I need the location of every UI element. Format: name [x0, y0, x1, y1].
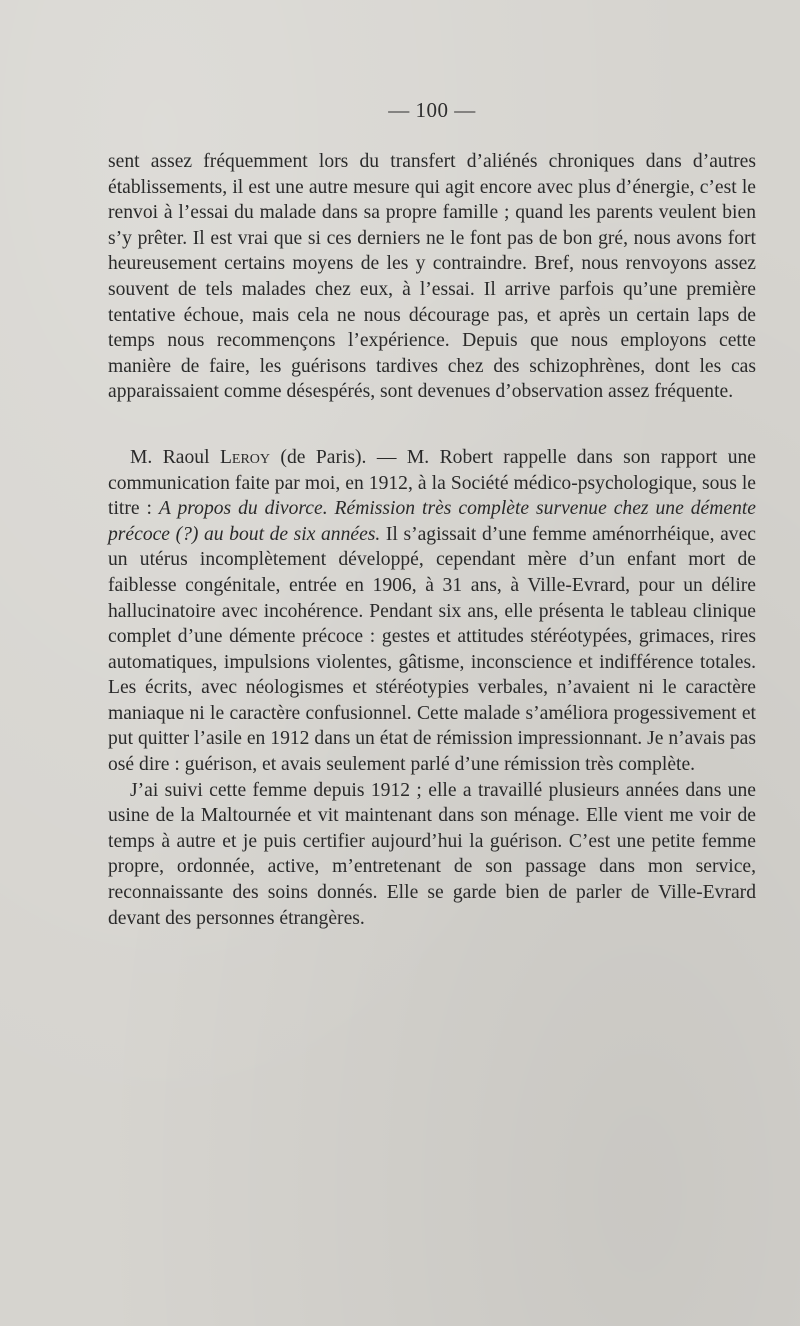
paragraph-1: sent assez fréquemment lors du transfert d’aliénés chroniques dans d’autres établissements, il est une autre mesure qui agit encore avec plus d’énergie, c’est le renvoi à l’essai du malade dans sa propre famille ; quand les parents veulent bien s’y prêter. Il est vrai que si ces derniers ne le font pas de bon gré, nous avons fort heureusement certains moyens de les y contraindre. Bref, nous renvoyons assez souvent de tels malades chez eux, à l’essai. Il arrive parfois qu’une première tentative échoue, mais cela ne nous décourage pas, et après un certain laps de temps nous recommençons l’expérience. Depuis que nous employons cette manière de faire, les guérisons tardives chez des schizophrènes, dont les cas apparaissaient comme désespérés, sont devenues d’observation assez fréquente.: [108, 151, 756, 403]
paragraph-gap: [108, 405, 756, 445]
communication-title: A propos du divorce. Rémission très complète survenue chez une démente précoce (?) au bout de six années.: [108, 498, 757, 545]
page-number: — 100 —: [388, 98, 476, 122]
speaker-prefix: M. Raoul: [130, 446, 220, 468]
document-page: [108, 98, 756, 931]
paragraph-2-body: Il s’agissait d’une femme aménorrhéique, avec un utérus incomplètement développé, cependant mère d’un enfant mort de faiblesse congénitale, entrée en 1906, à 31 ans, à Ville-Evrard, pour un délire hallucinatoire avec incohérence. Pendant six ans, elle présenta le tableau clinique complet d’une démente précoce : gestes et attitudes stéréotypées, grimaces, rires automatiques, impulsions violentes, gâtisme, inconscience et indifférence totales. Les écrits, avec néologismes et stéréotypies verbales, n’avaient ni le caractère maniaque ni le caractère confusionnel. Cette malade s’améliora progessivement et put quitter l’asile en 1912 dans un état de rémission impressionnant. Je n’avais pas osé dire : guérison, et avais seulement parlé d’une rémission très complète.: [108, 523, 756, 776]
paragraph-3: J’ai suivi cette femme depuis 1912 ; elle a travaillé plusieurs années dans une usine de la Maltournée et vit maintenant dans son ménage. Elle vient me voir de temps à autre et je puis certifier aujourd’hui la guérison. C’est une petite femme propre, ordonnée, active, m’entretenant de son passage dans mon service, reconnaissante des soins donnés. Elle se garde bien de parler de Ville-Evrard devant des personnes étrangères.: [108, 779, 756, 929]
paragraph-2: [108, 445, 756, 778]
speaker-surname: Leroy: [219, 446, 271, 468]
speaker-origin: (de Paris). — M. Robert rappelle dans son rapport une communication faite par moi, en 1912, à la Société médico-psychologique, sous le titre :: [108, 446, 757, 520]
